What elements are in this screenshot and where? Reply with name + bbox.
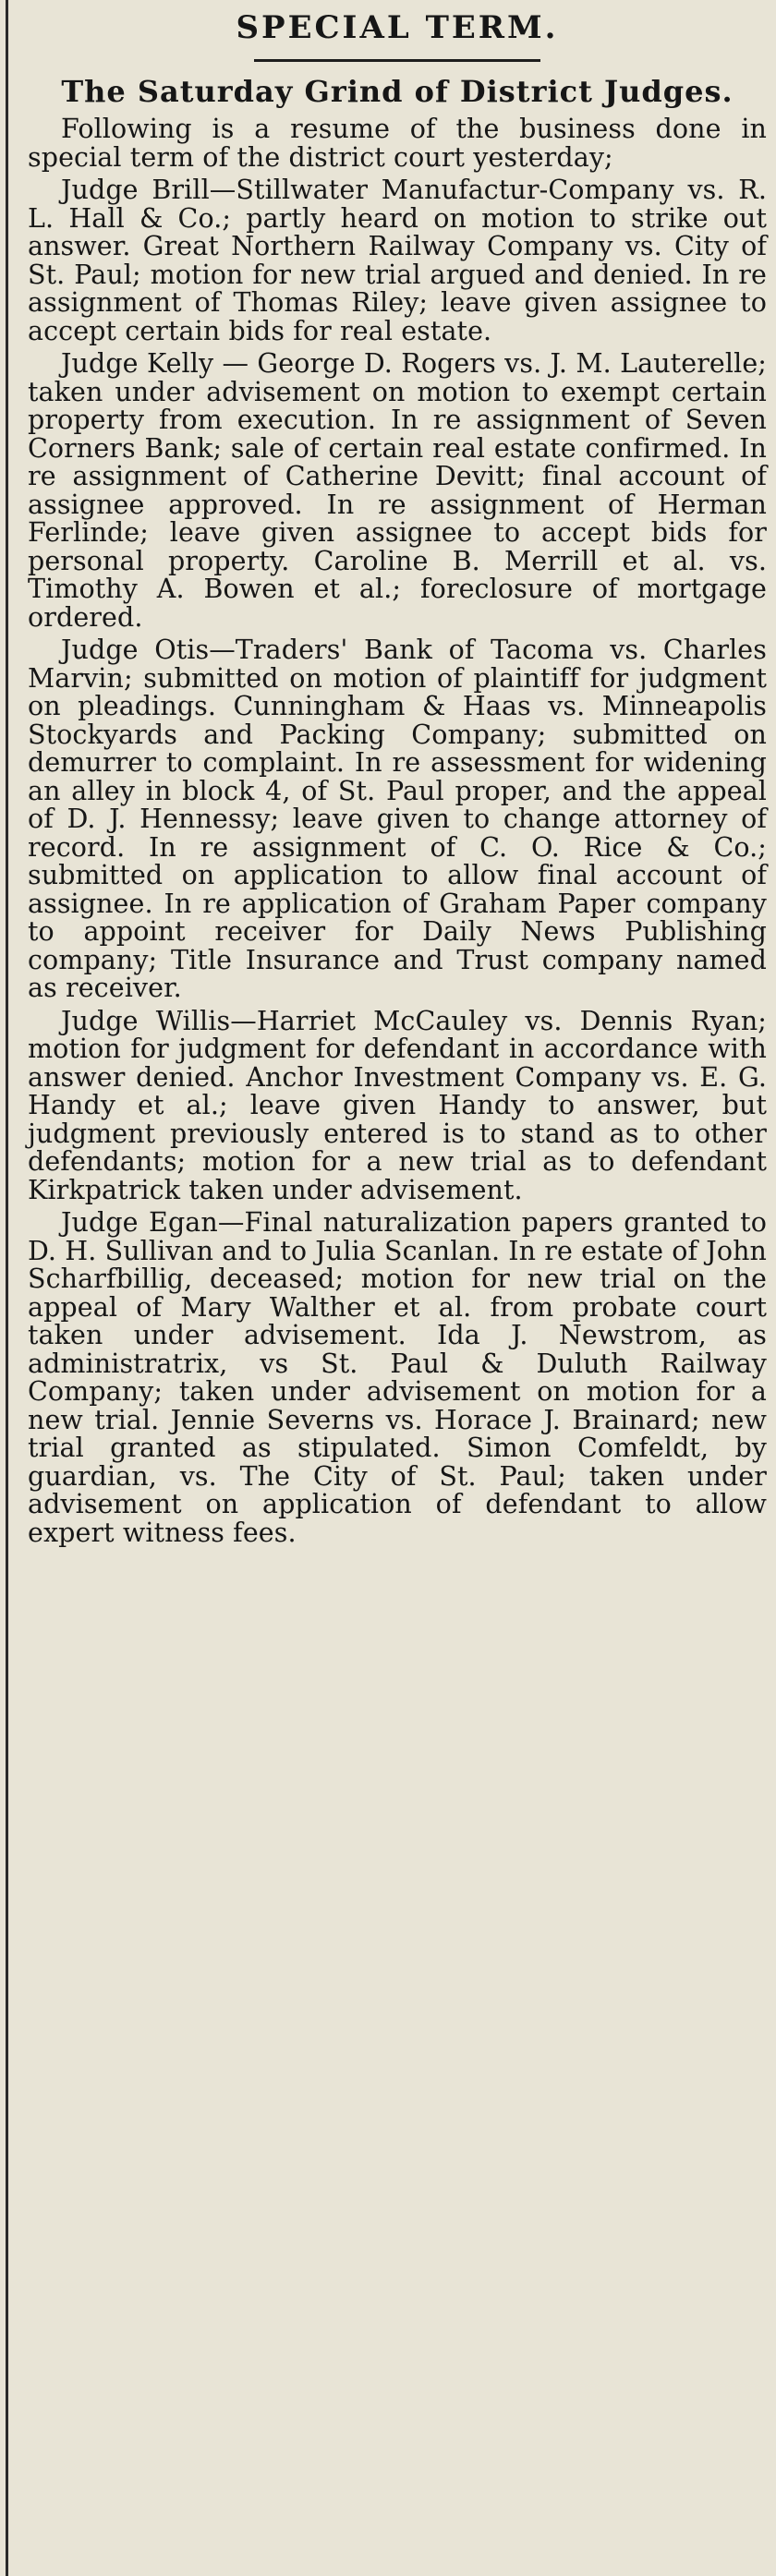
judge-brill-paragraph: Judge Brill—Stillwater Manufactur-Company vs. R. L. Hall & Co.; partly heard on motion to strike out answer. Great Northern Railway Company vs. City of St. Paul; motion for new trial argued and denied. In re assignment of Thomas Riley; leave given assignee to accept certain bids for real estate.	[28, 175, 767, 346]
title-divider	[254, 59, 540, 62]
judge-willis-paragraph: Judge Willis—Harriet McCauley vs. Dennis Ryan; motion for judgment for defendant in accordance with answer denied. Anchor Investment Company vs. E. G. Handy et al.; leave given Handy to answer, but judgment previously entered is to stand as to other defendants; motion for a new trial as to defendant Kirkpatrick taken under advisement.	[28, 1005, 767, 1205]
judge-otis-paragraph: Judge Otis—Traders' Bank of Tacoma vs. Charles Marvin; submitted on motion of plaintiff for judgment on pleadings. Cunningham & Haas vs. Minneapolis Stockyards and Packing Company; submitted on demurrer to complaint. In re assessment for widening an alley in block 4, of St. Paul proper, and the appeal of D. J. Hennessy; leave given to change attorney of record. In re assignment of C. O. Rice & Co.; submitted on application to allow final account of assignee. In re application of Graham Paper company to appoint receiver for Daily News Publishing company; Title Insurance and Trust company named as receiver.	[28, 635, 767, 1003]
article-headline: The Saturday Grind of District Judges.	[61, 74, 734, 109]
column-rule	[6, 0, 8, 2576]
article-column	[28, 0, 767, 1552]
judge-egan-paragraph: Judge Egan—Final naturalization papers granted to D. H. Sullivan and to Julia Scanlan. In re estate of John Scharfbillig, deceased; motion for new trial on the appeal of Mary Walther et al. from probate court taken under advisement. Ida J. Newstrom, as administratrix, vs St. Paul & Duluth Railway Company; taken under advisement on motion for a new trial. Jennie Severns vs. Horace J. Brainard; new trial granted as stipulated. Simon Comfeldt, by guardian, vs. The City of St. Paul; taken under advisement on application of defendant to allow expert witness fees.	[28, 1207, 767, 1548]
judge-kelly-paragraph: Judge Kelly — George D. Rogers vs. J. M. Lauterelle; taken under advisement on motion to exempt certain property from execution. In re assignment of Seven Corners Bank; sale of certain real estate confirmed. In re assignment of Catherine Devitt; final account of assignee approved. In re assignment of Herman Ferlinde; leave given assignee to accept bids for personal property. Caroline B. Merrill et al. vs. Timothy A. Bowen et al.; foreclosure of mortgage ordered.	[28, 348, 767, 633]
section-title: SPECIAL TERM.	[236, 9, 559, 46]
intro-paragraph: Following is a resume of the business done in special term of the district court yesterday;	[28, 114, 767, 173]
